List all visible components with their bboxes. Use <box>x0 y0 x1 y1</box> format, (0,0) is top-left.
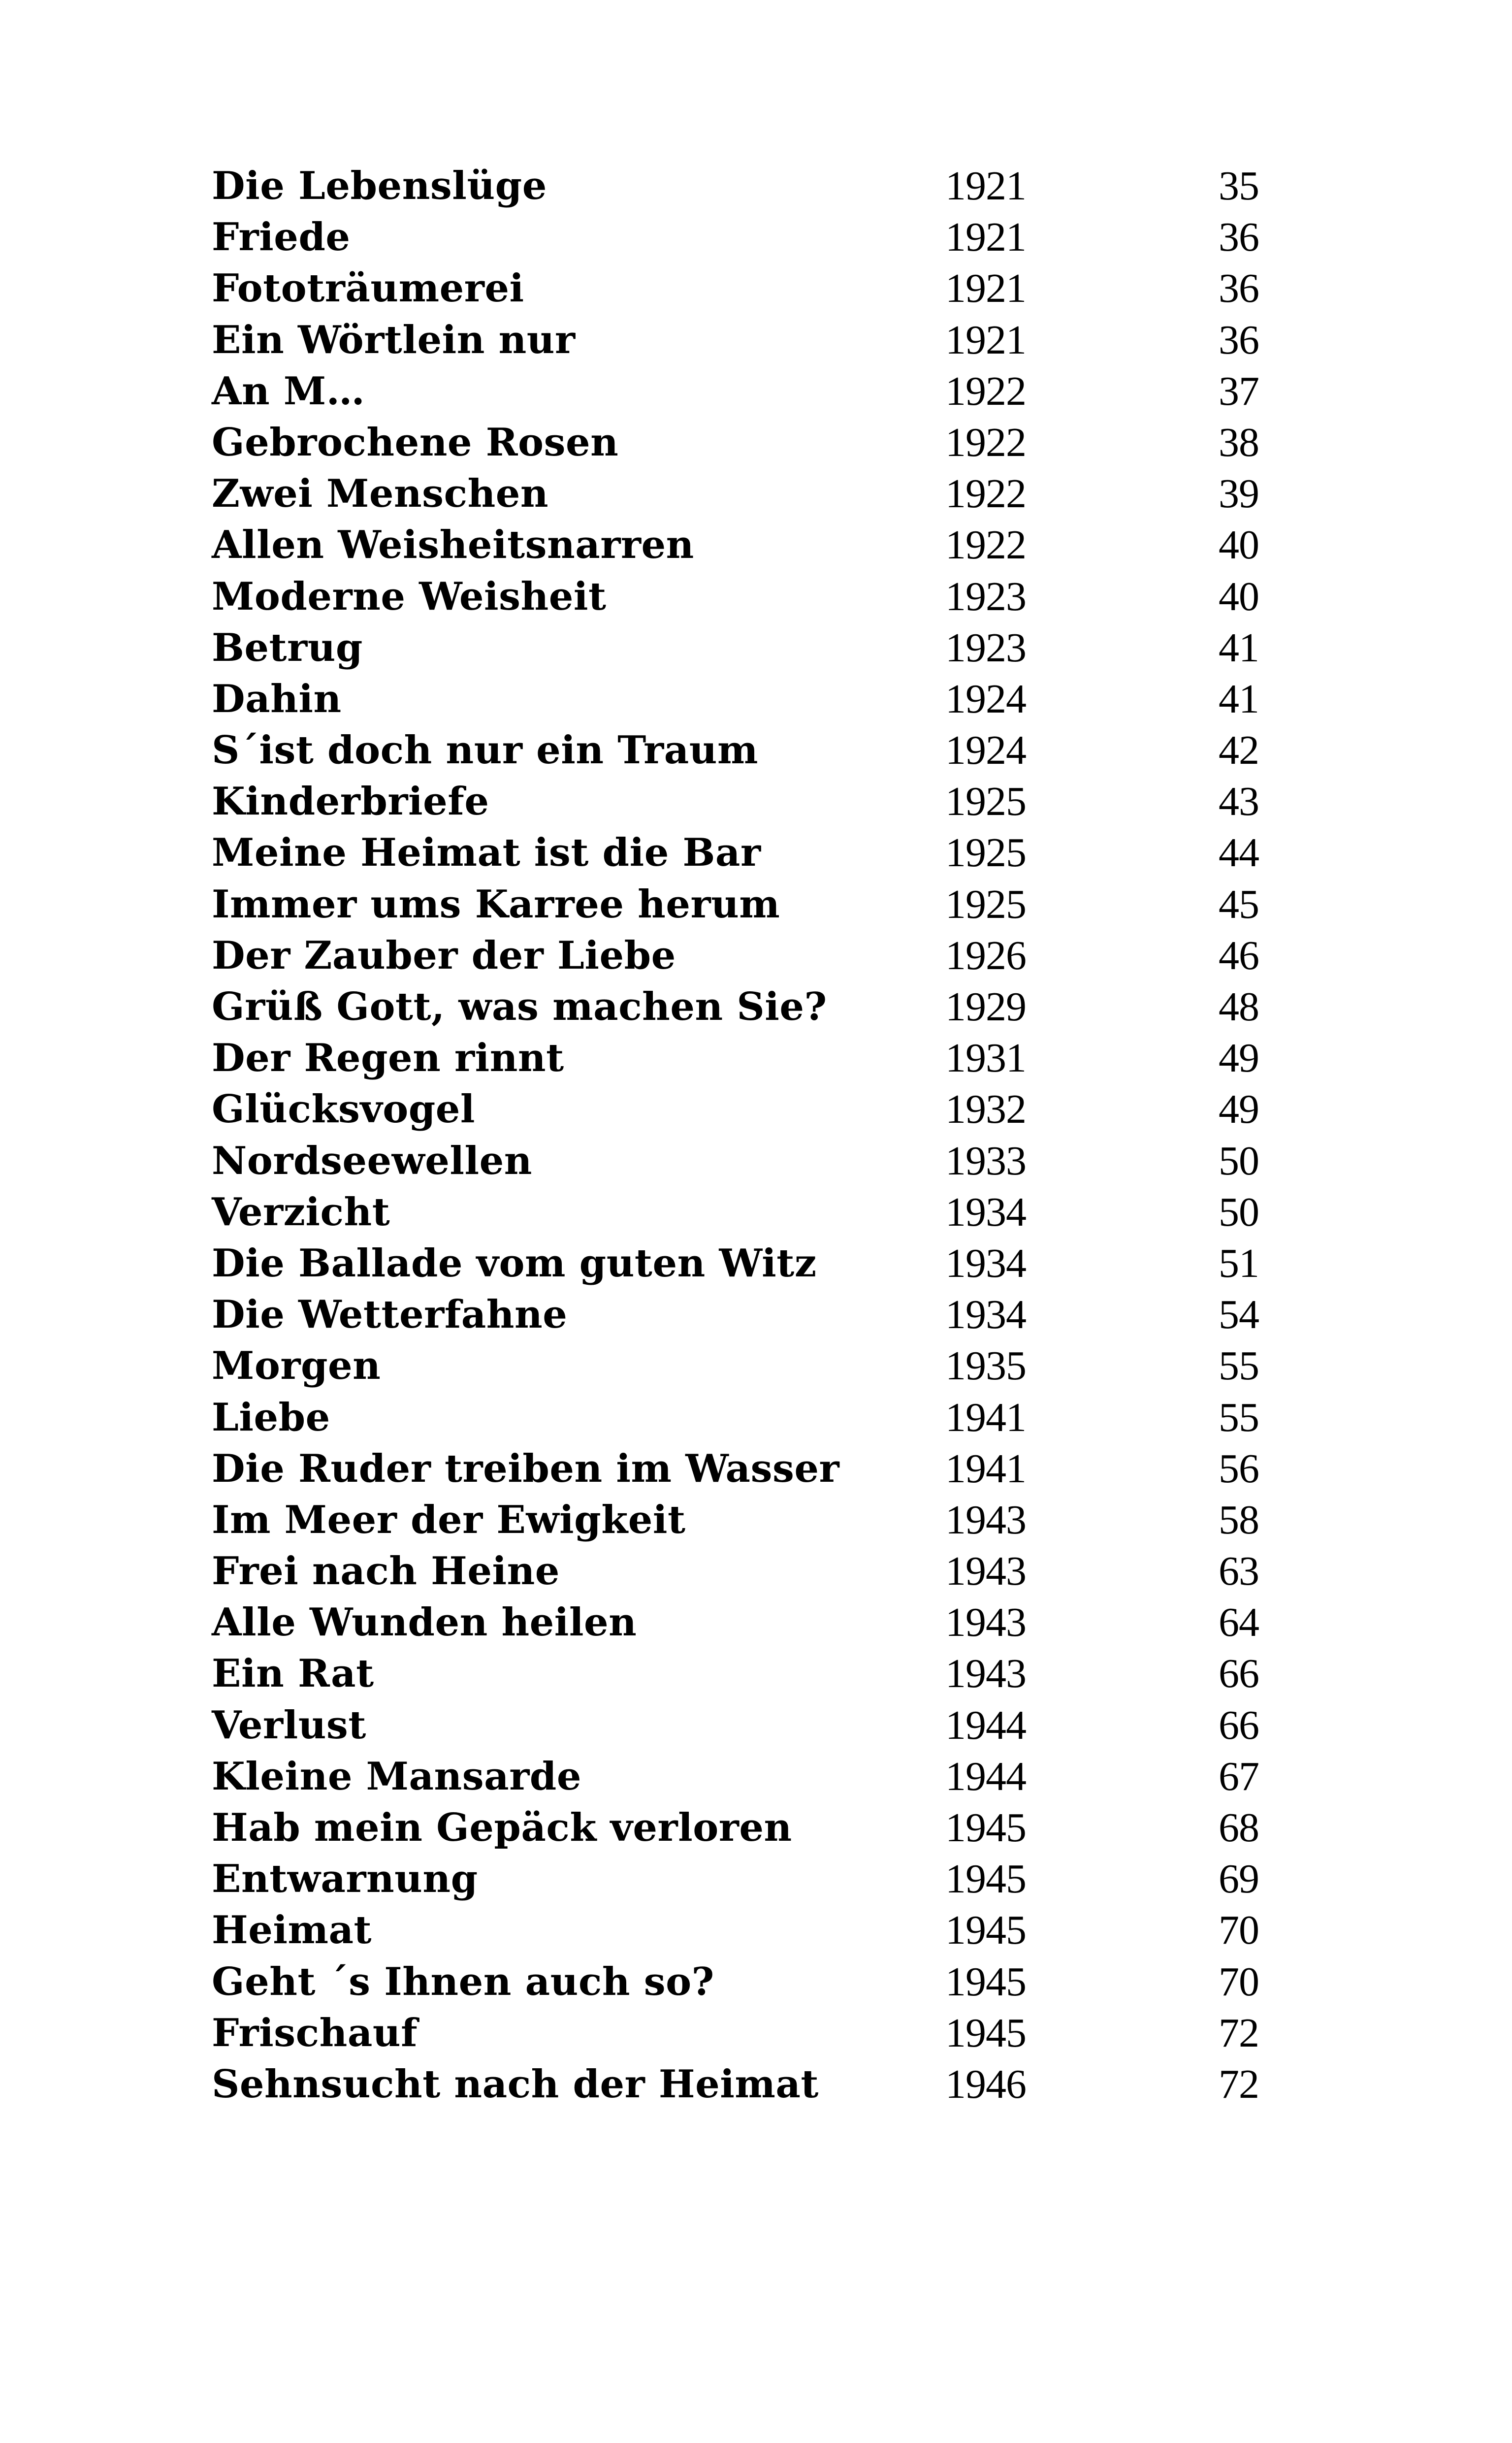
toc-entry <box>212 827 1275 879</box>
toc-entry <box>212 1136 1275 1187</box>
entry-year: 1934 <box>945 1189 1026 1235</box>
entry-page-number: 51 <box>1219 1240 1259 1286</box>
entry-title: Betrug <box>212 625 363 670</box>
toc-entry <box>212 1033 1275 1084</box>
entry-title: Liebe <box>212 1395 330 1440</box>
entry-page-number: 50 <box>1219 1138 1259 1184</box>
toc-entry <box>212 674 1275 725</box>
toc-entry <box>212 161 1275 212</box>
entry-year: 1922 <box>945 522 1026 568</box>
entry-page-number: 41 <box>1219 676 1259 722</box>
entry-year: 1921 <box>945 317 1026 363</box>
entry-year: 1944 <box>945 1702 1026 1748</box>
entry-page-number: 58 <box>1219 1497 1259 1543</box>
entry-page-number: 38 <box>1219 419 1259 465</box>
entry-year: 1921 <box>945 265 1026 312</box>
entry-page-number: 66 <box>1219 1651 1259 1697</box>
entry-title: Hab mein Gepäck verloren <box>212 1805 792 1850</box>
entry-year: 1923 <box>945 573 1026 619</box>
entry-page-number: 37 <box>1219 368 1259 414</box>
entry-page-number: 35 <box>1219 163 1259 209</box>
entry-page-number: 55 <box>1219 1394 1259 1440</box>
entry-year: 1945 <box>945 1958 1026 2005</box>
entry-page-number: 42 <box>1219 727 1259 774</box>
toc-entry <box>212 1700 1275 1751</box>
entry-page-number: 40 <box>1219 573 1259 619</box>
entry-year: 1943 <box>945 1548 1026 1595</box>
entry-title: Moderne Weisheit <box>212 574 607 619</box>
entry-page-number: 69 <box>1219 1856 1259 1902</box>
entry-year: 1922 <box>945 419 1026 465</box>
toc-entry <box>212 212 1275 263</box>
entry-title: Alle Wunden heilen <box>212 1600 637 1645</box>
entry-title: Die Wetterfahne <box>212 1292 568 1337</box>
toc-entry <box>212 1854 1275 1905</box>
entry-page-number: 36 <box>1219 317 1259 363</box>
toc-entry <box>212 1238 1275 1289</box>
entry-year: 1946 <box>945 2061 1026 2107</box>
entry-page-number: 72 <box>1219 2010 1259 2056</box>
toc-entry <box>212 1546 1275 1597</box>
entry-year: 1932 <box>945 1086 1026 1133</box>
entry-page-number: 66 <box>1219 1702 1259 1748</box>
entry-title: Meine Heimat ist die Bar <box>212 830 761 876</box>
entry-page-number: 40 <box>1219 522 1259 568</box>
entry-year: 1924 <box>945 727 1026 774</box>
entry-title: Der Regen rinnt <box>212 1036 564 1081</box>
toc-entry <box>212 2059 1275 2110</box>
entry-title: Morgen <box>212 1343 381 1389</box>
entry-page-number: 70 <box>1219 1907 1259 1954</box>
toc-entry <box>212 879 1275 930</box>
toc-entry <box>212 1289 1275 1340</box>
entry-page-number: 68 <box>1219 1805 1259 1851</box>
toc-entry <box>212 468 1275 520</box>
entry-title: Fototräumerei <box>212 266 524 311</box>
entry-year: 1931 <box>945 1035 1026 1081</box>
entry-title: Allen Weisheitsnarren <box>212 522 694 568</box>
toc-entry <box>212 1648 1275 1699</box>
toc-entry <box>212 417 1275 468</box>
entry-year: 1941 <box>945 1445 1026 1492</box>
entry-year: 1922 <box>945 471 1026 517</box>
entry-title: Heimat <box>212 1908 372 1953</box>
entry-page-number: 49 <box>1219 1086 1259 1133</box>
entry-title: Die Lebenslüge <box>212 163 547 208</box>
entry-title: Die Ruder treiben im Wasser <box>212 1446 840 1491</box>
entry-page-number: 55 <box>1219 1343 1259 1389</box>
toc-entry <box>212 1905 1275 1956</box>
toc-entry <box>212 366 1275 417</box>
entry-title: Kleine Mansarde <box>212 1754 581 1799</box>
entry-title: Immer ums Karree herum <box>212 881 780 927</box>
toc-entry <box>212 1597 1275 1648</box>
entry-title: Im Meer der Ewigkeit <box>212 1497 686 1542</box>
entry-year: 1944 <box>945 1753 1026 1799</box>
entry-title: Ein Wörtlein nur <box>212 317 576 362</box>
toc-entry <box>212 930 1275 981</box>
entry-page-number: 39 <box>1219 471 1259 517</box>
toc-entry <box>212 776 1275 827</box>
toc-entry <box>212 520 1275 571</box>
entry-title: Glücksvogel <box>212 1087 476 1132</box>
entry-year: 1921 <box>945 214 1026 261</box>
toc-entry <box>212 1340 1275 1392</box>
entry-page-number: 64 <box>1219 1599 1259 1646</box>
entry-year: 1926 <box>945 932 1026 978</box>
entry-title: Friede <box>212 215 351 260</box>
entry-year: 1945 <box>945 2010 1026 2056</box>
entry-year: 1934 <box>945 1240 1026 1286</box>
toc-entry <box>212 1443 1275 1495</box>
entry-year: 1925 <box>945 881 1026 927</box>
toc-entry <box>212 571 1275 622</box>
entry-title: Sehnsucht nach der Heimat <box>212 2061 819 2107</box>
toc-entry <box>212 1495 1275 1546</box>
entry-year: 1943 <box>945 1599 1026 1646</box>
entry-page-number: 48 <box>1219 984 1259 1030</box>
entry-title: Zwei Menschen <box>212 471 549 517</box>
entry-page-number: 49 <box>1219 1035 1259 1081</box>
entry-title: Ein Rat <box>212 1651 374 1696</box>
entry-year: 1925 <box>945 779 1026 825</box>
toc-entry <box>212 1751 1275 1802</box>
toc-entry <box>212 263 1275 314</box>
entry-year: 1943 <box>945 1497 1026 1543</box>
entry-page-number: 56 <box>1219 1445 1259 1492</box>
entry-year: 1945 <box>945 1856 1026 1902</box>
entry-title: Verzicht <box>212 1189 390 1235</box>
entry-year: 1921 <box>945 163 1026 209</box>
toc-entry <box>212 725 1275 776</box>
toc-entry <box>212 2008 1275 2059</box>
entry-page-number: 50 <box>1219 1189 1259 1235</box>
entry-title: Gebrochene Rosen <box>212 420 619 465</box>
entry-page-number: 44 <box>1219 830 1259 876</box>
entry-year: 1934 <box>945 1292 1026 1338</box>
entry-title: S´ist doch nur ein Traum <box>212 728 759 773</box>
entry-year: 1933 <box>945 1138 1026 1184</box>
entry-title: Der Zauber der Liebe <box>212 933 676 978</box>
entry-page-number: 41 <box>1219 624 1259 671</box>
entry-title: Verlust <box>212 1702 366 1748</box>
entry-page-number: 67 <box>1219 1753 1259 1799</box>
toc-entry <box>212 1956 1275 2008</box>
entry-title: Nordseewellen <box>212 1138 532 1183</box>
entry-year: 1929 <box>945 984 1026 1030</box>
toc-entry <box>212 1392 1275 1443</box>
entry-title: Grüß Gott, was machen Sie? <box>212 984 827 1029</box>
entry-year: 1945 <box>945 1805 1026 1851</box>
entry-page-number: 54 <box>1219 1292 1259 1338</box>
entry-title: Entwarnung <box>212 1857 478 1902</box>
entry-year: 1945 <box>945 1907 1026 1954</box>
entry-page-number: 36 <box>1219 214 1259 261</box>
entry-page-number: 63 <box>1219 1548 1259 1595</box>
toc-entry <box>212 315 1275 366</box>
entry-title: Dahin <box>212 676 342 721</box>
entry-title: Frei nach Heine <box>212 1549 560 1594</box>
table-of-contents <box>212 161 1275 2110</box>
entry-page-number: 36 <box>1219 265 1259 312</box>
entry-year: 1925 <box>945 830 1026 876</box>
entry-year: 1924 <box>945 676 1026 722</box>
entry-title: Geht ´s Ihnen auch so? <box>212 1959 714 2004</box>
toc-entry <box>212 622 1275 674</box>
toc-entry <box>212 981 1275 1033</box>
entry-year: 1922 <box>945 368 1026 414</box>
toc-entry <box>212 1084 1275 1135</box>
entry-title: Frischauf <box>212 2010 418 2055</box>
entry-year: 1941 <box>945 1394 1026 1440</box>
toc-entry <box>212 1187 1275 1238</box>
entry-year: 1935 <box>945 1343 1026 1389</box>
toc-entry <box>212 1802 1275 1854</box>
entry-year: 1923 <box>945 624 1026 671</box>
entry-year: 1943 <box>945 1651 1026 1697</box>
entry-page-number: 45 <box>1219 881 1259 927</box>
entry-page-number: 43 <box>1219 779 1259 825</box>
entry-page-number: 46 <box>1219 932 1259 978</box>
entry-page-number: 70 <box>1219 1958 1259 2005</box>
entry-title: Kinderbriefe <box>212 779 489 824</box>
entry-title: Die Ballade vom guten Witz <box>212 1240 817 1286</box>
entry-title: An M… <box>212 368 365 414</box>
entry-page-number: 72 <box>1219 2061 1259 2107</box>
